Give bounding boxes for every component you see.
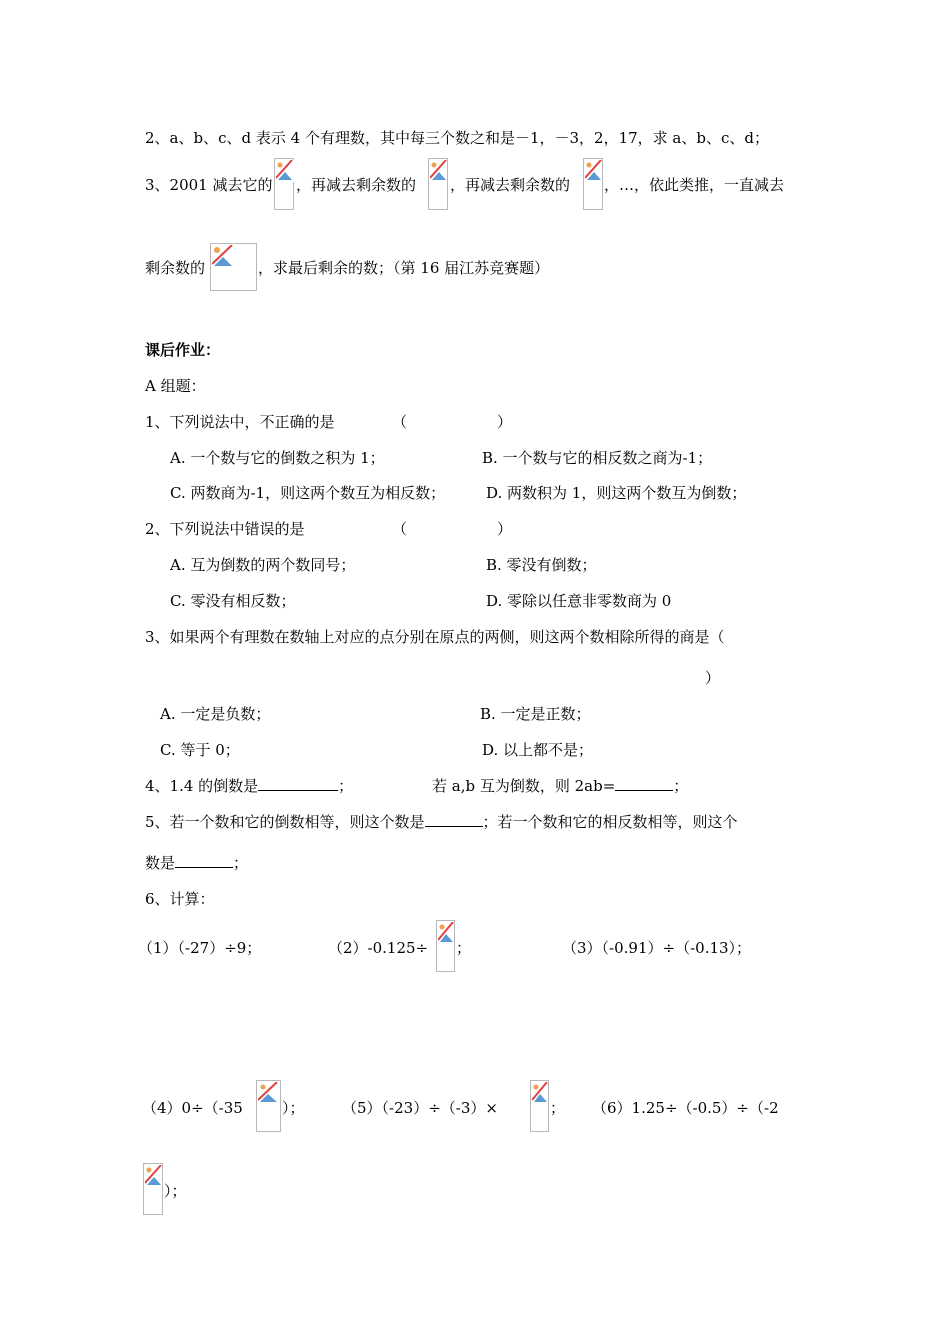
hw-question-4-second-sep: ； <box>673 777 689 795</box>
hw-question-2-option-d: D. 零除以任意非零数商为 0 <box>486 592 672 610</box>
broken-image-icon <box>274 158 294 210</box>
hw-question-6: 6、计算： <box>145 890 215 908</box>
hw-question-1-option-c: C. 两数商为-1，则这两个数互为相反数； <box>170 484 446 502</box>
hw-question-4-second-text: 若 a,b 互为倒数，则 2ab= <box>432 777 616 795</box>
question-3-part-1: 3、2001 减去它的 <box>145 176 273 194</box>
calc-4-end: ）； <box>282 1099 305 1117</box>
calc-3: （3）（-0.91）÷（-0.13）； <box>562 939 752 957</box>
hw-question-3-close-paren: ） <box>705 669 721 687</box>
question-3-part-5: 剩余数的 <box>145 259 206 277</box>
question-3-part-6: ，求最后剩余的数；（第 16 届江苏竞赛题） <box>258 259 550 277</box>
hw-question-3-option-a: A. 一定是负数； <box>160 705 271 723</box>
calc-2: （2）-0.125÷ <box>328 939 429 957</box>
answer-blank[interactable] <box>615 776 673 791</box>
hw-question-2-option-c: C. 零没有相反数； <box>170 592 296 610</box>
hw-question-5-sep: ； <box>233 854 249 872</box>
calc-5-end: ； <box>550 1099 566 1117</box>
homework-title: 课后作业： <box>145 341 221 359</box>
hw-question-4 <box>145 776 353 796</box>
hw-question-5-text-3: 数是 <box>145 854 176 872</box>
hw-question-4-text: 4、1.4 的倒数是 <box>145 777 259 795</box>
hw-question-3: 3、如果两个有理数在数轴上对应的点分别在原点的两侧，则这两个数相除所得的商是（ <box>145 628 725 646</box>
question-3-part-4: ，…，依此类推，一直减去 <box>604 176 785 194</box>
hw-question-3-option-d: D. 以上都不是； <box>482 741 594 759</box>
hw-question-2: 2、下列说法中错误的是 <box>145 520 305 538</box>
calc-6-end: ）； <box>164 1182 187 1200</box>
calc-5: （5）（-23）÷（-3）× <box>342 1099 498 1117</box>
hw-question-3-option-c: C. 等于 0； <box>160 741 240 759</box>
hw-question-5 <box>145 812 738 832</box>
broken-image-icon <box>210 243 257 291</box>
calc-6: （6）1.25÷（-0.5）÷（-2 <box>592 1099 779 1117</box>
hw-question-1: 1、下列说法中，不正确的是 <box>145 413 335 431</box>
hw-question-5-line-2 <box>145 853 248 873</box>
calc-4: （4）0÷（-35 <box>142 1099 243 1117</box>
hw-question-5-text-2: ；若一个数和它的相反数相等，则这个 <box>482 813 738 831</box>
hw-question-2-option-b: B. 零没有倒数； <box>486 556 597 574</box>
hw-question-3-option-b: B. 一定是正数； <box>480 705 591 723</box>
answer-blank[interactable] <box>425 812 483 827</box>
hw-question-4-second <box>432 776 688 796</box>
question-2: 2、a、b、c、d 表示 4 个有理数，其中每三个数之和是－1，－3，2，17，求 a、b、c、d； <box>145 129 769 147</box>
hw-question-4-sep: ； <box>338 777 354 795</box>
group-a-title: A 组题： <box>145 377 206 395</box>
broken-image-icon <box>530 1080 549 1132</box>
hw-question-5-text: 5、若一个数和它的倒数相等，则这个数是 <box>145 813 425 831</box>
hw-question-2-answer-paren: （ ） <box>392 520 513 538</box>
broken-image-icon <box>436 920 455 972</box>
calc-1: （1）（-27）÷9； <box>138 939 262 957</box>
answer-blank[interactable] <box>258 776 338 791</box>
answer-blank[interactable] <box>175 853 233 868</box>
question-3-part-3: ，再减去剩余数的 <box>450 176 571 194</box>
broken-image-icon <box>583 158 603 210</box>
broken-image-icon <box>143 1163 163 1215</box>
hw-question-1-answer-paren: （ ） <box>392 413 513 431</box>
hw-question-1-option-a: A. 一个数与它的倒数之积为 1； <box>170 449 385 467</box>
hw-question-1-option-d: D. 两数积为 1，则这两个数互为倒数； <box>486 484 747 502</box>
hw-question-1-option-b: B. 一个数与它的相反数之商为-1； <box>482 449 713 467</box>
hw-question-2-option-a: A. 互为倒数的两个数同号； <box>170 556 356 574</box>
broken-image-icon <box>256 1080 281 1132</box>
calc-2-end: ； <box>456 939 472 957</box>
question-3-part-2: ，再减去剩余数的 <box>296 176 417 194</box>
broken-image-icon <box>428 158 448 210</box>
